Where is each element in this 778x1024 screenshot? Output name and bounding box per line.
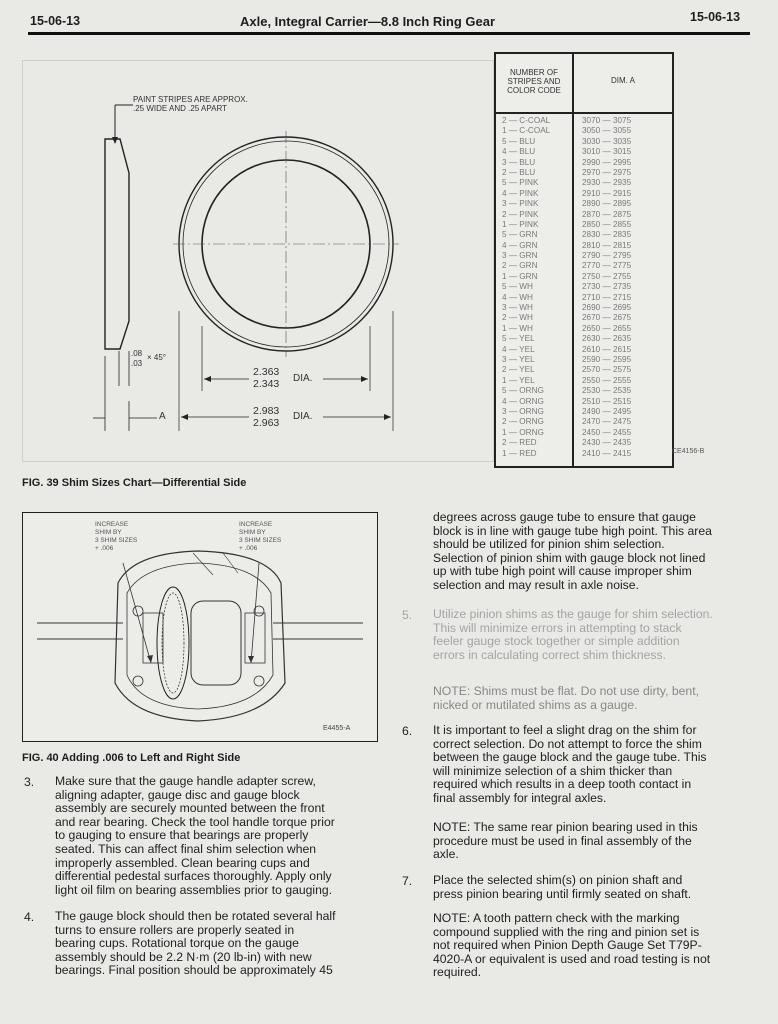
figure-39-code: CE4156-B: [672, 448, 705, 455]
stripe-color-cell: 2 — ORNG: [502, 417, 544, 427]
stripe-color-cell: 4 — GRN: [502, 240, 538, 250]
stripe-color-cell: 3 — BLU: [502, 157, 536, 167]
dimension-cell: 2810 — 2815: [582, 240, 632, 250]
table-row: [496, 376, 672, 386]
dimension-cell: 2570 — 2575: [582, 365, 632, 375]
step-6-text: It is important to feel a slight drag on the shim for correct selection. Do not attempt to force the shim between the gauge block and the gauge tube. This will minimize selection of a shim thicker than required which results in a deep tooth contact in final assembly for integral axles.: [433, 723, 707, 805]
stripe-color-cell: 1 — WH: [502, 323, 533, 333]
table-row: [496, 407, 672, 417]
stripe-color-cell: 4 — BLU: [502, 147, 536, 157]
page-number-right: 15-06-13: [690, 10, 741, 24]
dimension-cell: 2790 — 2795: [582, 251, 632, 261]
stripe-color-cell: 5 — GRN: [502, 230, 538, 240]
table-row: [496, 116, 672, 126]
dimension-cell: 3030 — 3035: [582, 136, 632, 146]
table-row: [496, 334, 672, 344]
table-row: [496, 386, 672, 396]
table-header-right: DIM. A: [574, 54, 672, 114]
table-row: [496, 220, 672, 230]
stripe-color-cell: 3 — YEL: [502, 354, 535, 364]
dimension-cell: 2890 — 2895: [582, 199, 632, 209]
table-row: [496, 137, 672, 147]
table-row: [496, 324, 672, 334]
dimension-cell: 2850 — 2855: [582, 219, 632, 229]
chamfer-dimension: .08 .03: [131, 349, 143, 368]
page-title: Axle, Integral Carrier—8.8 Inch Ring Gear: [240, 14, 496, 29]
table-row: [496, 272, 672, 282]
stripe-color-cell: 2 — GRN: [502, 261, 538, 271]
table-row: [496, 178, 672, 188]
table-row: [496, 230, 672, 240]
stripe-color-cell: 2 — YEL: [502, 365, 535, 375]
stripe-color-cell: 2 — RED: [502, 438, 537, 448]
dimension-cell: 2710 — 2715: [582, 292, 632, 302]
dimension-cell: 3070 — 3075: [582, 116, 632, 125]
stripe-color-cell: 3 — GRN: [502, 251, 538, 261]
table-row: [496, 168, 672, 178]
table-row: [496, 417, 672, 427]
dimension-cell: 2510 — 2515: [582, 396, 632, 406]
dimension-cell: 2430 — 2435: [582, 438, 632, 448]
shim-drawing: [23, 61, 493, 461]
figure-40-code: E4455-A: [323, 725, 351, 732]
step-4-text: The gauge block should then be rotated several half turns to ensure rollers are properly seated in bearing cups. Rotational torque on the gauge assembly should be 2.2 N·m (20 lb-in) with new bearings. Final position should be approximately 45: [55, 909, 336, 978]
dimension-cell: 2730 — 2735: [582, 282, 632, 292]
table-row: [496, 282, 672, 292]
stripe-color-cell: 3 — ORNG: [502, 406, 544, 416]
step-3-number: 3.: [24, 775, 35, 789]
dimension-cell: 2690 — 2695: [582, 303, 632, 313]
table-row: [496, 293, 672, 303]
stripe-color-cell: 1 — ORNG: [502, 427, 544, 437]
dimension-cell: 2990 — 2995: [582, 157, 632, 167]
page-number-left: 15-06-13: [30, 14, 81, 28]
right-shim-label: INCREASE SHIM BY 3 SHIM SIZES + .006: [239, 521, 282, 552]
step-5-number: 5.: [402, 608, 413, 622]
dimension-cell: 2550 — 2555: [582, 375, 632, 385]
stripe-color-cell: 5 — PINK: [502, 178, 539, 188]
stripe-color-cell: 1 — YEL: [502, 375, 535, 385]
table-header-left: NUMBER OF STRIPES AND COLOR CODE: [496, 54, 572, 114]
note-rear-bearing: NOTE: The same rear pinion bearing used in this procedure must be used in final assembly of the axle.: [433, 820, 698, 862]
stripe-color-cell: 2 — PINK: [502, 209, 539, 219]
dimension-cell: 2650 — 2655: [582, 323, 632, 333]
table-row: [496, 355, 672, 365]
stripe-color-cell: 4 — WH: [502, 292, 533, 302]
step-6-number: 6.: [402, 724, 413, 738]
outer-dia-label: DIA.: [293, 411, 313, 422]
dimension-cell: 3050 — 3055: [582, 126, 632, 136]
dimension-cell: 2750 — 2755: [582, 271, 632, 281]
step-7-number: 7.: [402, 874, 413, 888]
dimension-cell: 2630 — 2635: [582, 334, 632, 344]
table-row: [496, 241, 672, 251]
dimension-cell: 2870 — 2875: [582, 209, 632, 219]
dimension-cell: 2470 — 2475: [582, 417, 632, 427]
stripe-color-cell: 1 — C-COAL: [502, 126, 551, 136]
table-row: [496, 303, 672, 313]
figure-40-caption: FIG. 40 Adding .006 to Left and Right Side: [22, 752, 241, 764]
table-row: [496, 251, 672, 261]
dimension-cell: 2910 — 2915: [582, 188, 632, 198]
axle-housing-drawing: [23, 513, 377, 741]
step-4-continued: degrees across gauge tube to ensure that gauge block is in line with gauge tube high point. This area should be utilized for pinion shim selection. Selection of pinion shim with gauge block not lined up with tube high point will cause improper shim selection and may result in axle noise.: [433, 510, 712, 592]
figure-40-drawing: [22, 512, 378, 742]
dimension-cell: 2610 — 2615: [582, 344, 632, 354]
inner-dia-label: DIA.: [293, 373, 313, 384]
step-4-number: 4.: [24, 910, 35, 924]
stripe-color-cell: 5 — WH: [502, 282, 533, 292]
table-row: [496, 438, 672, 448]
figure-39-drawing: [22, 60, 494, 462]
table-row: [496, 365, 672, 375]
stripe-color-cell: 5 — BLU: [502, 136, 536, 146]
table-row: [496, 313, 672, 323]
figure-39-caption: FIG. 39 Shim Sizes Chart—Differential Side: [22, 477, 247, 489]
note-shims-flat: NOTE: Shims must be flat. Do not use dirty, bent, nicked or mutilated shims as a gauge.: [433, 684, 699, 712]
dimension-cell: 2490 — 2495: [582, 406, 632, 416]
dimension-cell: 2530 — 2535: [582, 386, 632, 396]
stripe-color-cell: 2 — WH: [502, 313, 533, 323]
table-row: [496, 261, 672, 271]
table-row: [496, 397, 672, 407]
stripe-color-cell: 1 — RED: [502, 448, 537, 458]
dimension-cell: 3010 — 3015: [582, 147, 632, 157]
stripe-color-cell: 4 — YEL: [502, 344, 535, 354]
table-row: [496, 345, 672, 355]
table-row: [496, 147, 672, 157]
stripe-color-cell: 1 — PINK: [502, 219, 539, 229]
table-row: [496, 210, 672, 220]
stripe-color-cell: 3 — WH: [502, 303, 533, 313]
table-row: [496, 158, 672, 168]
stripe-color-cell: 5 — YEL: [502, 334, 535, 344]
stripe-color-cell: 2 — BLU: [502, 167, 536, 177]
dimension-cell: 2590 — 2595: [582, 354, 632, 364]
step-3-text: Make sure that the gauge handle adapter screw, aligning adapter, gauge disc and gauge block assembly are securely mounted between the front and rear bearing. Check the tool handle torque prior to gauging to ensure that bearings are properly seated. This can affect final shim selection when improperly assembled. Clean bearing cups and differential pedestal surfaces thoroughly. Apply only light oil film on bearing assemblies prior to gauging.: [55, 774, 335, 897]
stripe-color-cell: 4 — ORNG: [502, 396, 544, 406]
note-tooth-pattern: NOTE: A tooth pattern check with the marking compound supplied with the ring and pinion set is not required when Pinion Depth Gauge Set T79P- 4020-A or equivalent is used and road testing is not required.: [433, 911, 711, 980]
outer-diameter: 2.983 2.963: [253, 405, 280, 429]
left-shim-label: INCREASE SHIM BY 3 SHIM SIZES + .006: [95, 521, 138, 552]
dimension-cell: 2450 — 2455: [582, 427, 632, 437]
dimension-cell: 2670 — 2675: [582, 313, 632, 323]
stripe-color-cell: 1 — GRN: [502, 271, 538, 281]
dimension-cell: 2930 — 2935: [582, 178, 632, 188]
step-7-text: Place the selected shim(s) on pinion shaft and press pinion bearing until firmly seated on shaft.: [433, 873, 692, 901]
step-5-text: Utilize pinion shims as the gauge for shim selection. This will minimize errors in attempting to stack feeler gauge stock together or simple addition errors in calculating correct shim thickness.: [433, 607, 713, 662]
table-row: [496, 449, 672, 459]
stripe-color-cell: 4 — PINK: [502, 188, 539, 198]
chamfer-angle: × 45°: [147, 353, 166, 362]
dimension-cell: 2970 — 2975: [582, 167, 632, 177]
table-row: [496, 126, 672, 136]
header-rule: [28, 32, 750, 35]
dimension-cell: 2410 — 2415: [582, 448, 632, 458]
stripe-color-cell: 2 — C-COAL: [502, 116, 551, 125]
dimension-cell: 2830 — 2835: [582, 230, 632, 240]
paint-stripe-note: PAINT STRIPES ARE APPROX. .25 WIDE AND .25 APART: [133, 95, 248, 113]
table-row: [496, 199, 672, 209]
dimension-a-label: A: [159, 411, 166, 422]
inner-diameter: 2.363 2.343: [253, 366, 280, 390]
table-row: [496, 189, 672, 199]
shim-sizes-table: [494, 52, 674, 468]
table-rows: [496, 116, 672, 459]
table-row: [496, 428, 672, 438]
dimension-cell: 2770 — 2775: [582, 261, 632, 271]
stripe-color-cell: 3 — PINK: [502, 199, 539, 209]
stripe-color-cell: 5 — ORNG: [502, 386, 544, 396]
